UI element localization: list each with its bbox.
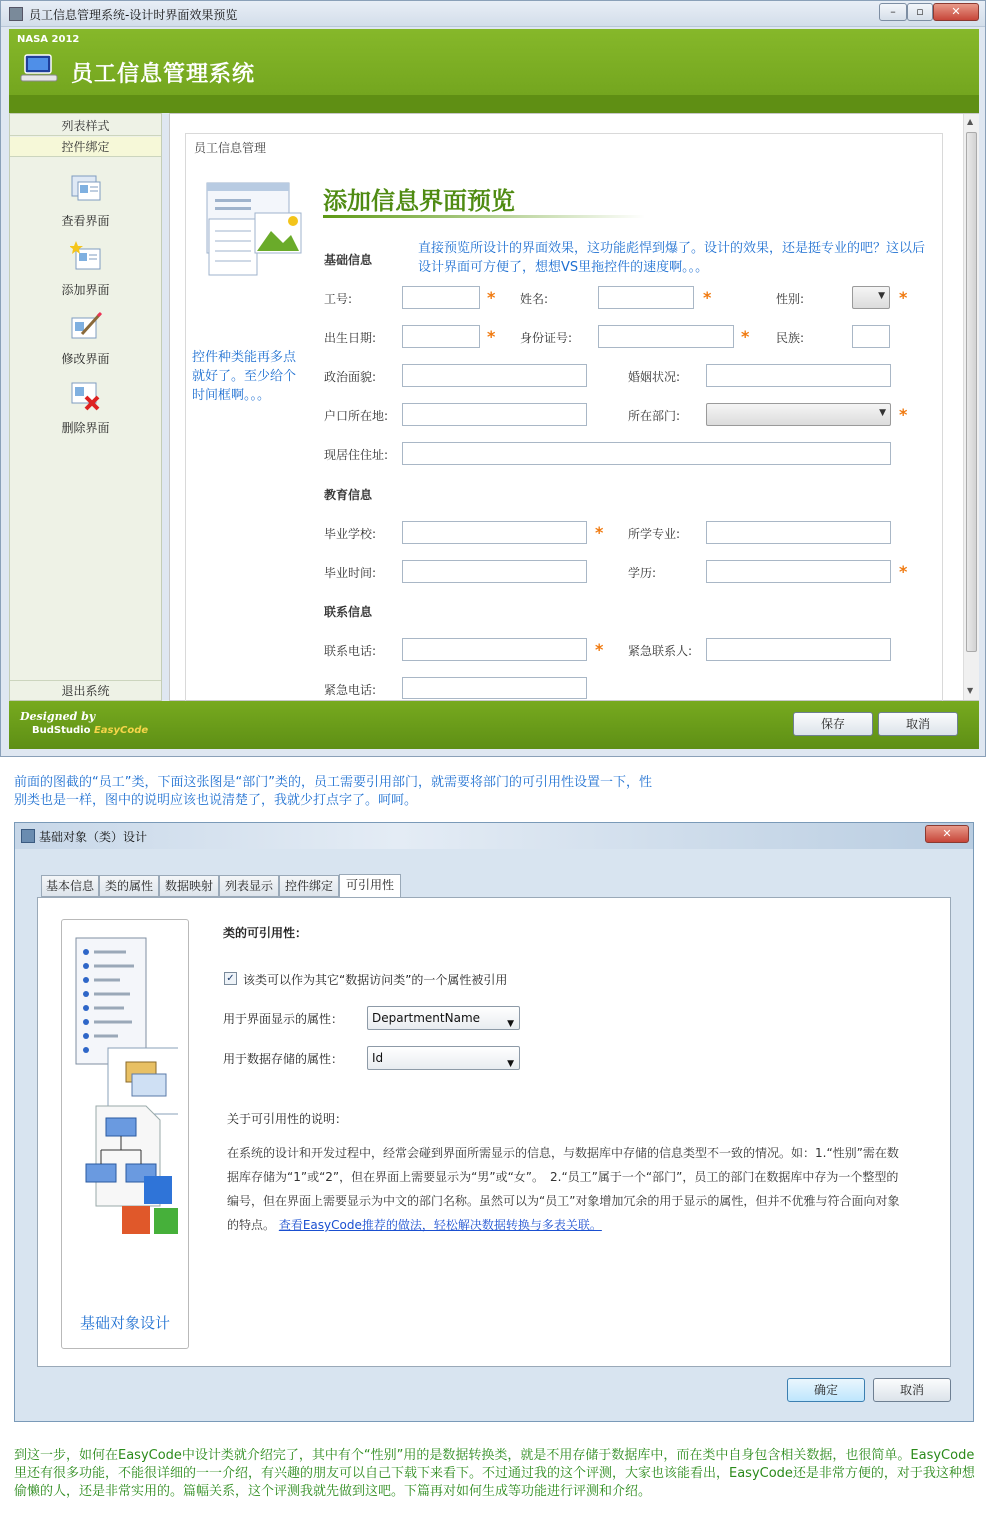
input-emergency-phone[interactable]	[402, 677, 587, 699]
required-mark: *	[487, 327, 496, 346]
tab-control-binding[interactable]: 控件绑定	[279, 875, 339, 897]
ok-button[interactable]: 确定	[787, 1378, 865, 1402]
label-emergency-phone: 紧急电话:	[324, 683, 377, 697]
footer-bar	[9, 701, 979, 749]
easycode-text: EasyCode	[93, 725, 149, 736]
chevron-down-icon: ▼	[879, 408, 886, 418]
edit-page-icon	[70, 310, 102, 342]
input-political[interactable]	[402, 364, 587, 387]
input-grad-time[interactable]	[402, 560, 587, 583]
employee-preview-window	[0, 0, 986, 757]
label-hukou: 户口所在地:	[324, 409, 389, 423]
about-text-block	[227, 1141, 903, 1237]
form-illustration-icon	[205, 181, 305, 277]
title-bar	[15, 823, 973, 849]
dialog-icon	[21, 829, 35, 843]
input-birthdate[interactable]	[402, 325, 480, 348]
label-name: 姓名:	[520, 292, 549, 306]
required-mark: *	[595, 640, 604, 659]
label-id-no: 身份证号:	[520, 331, 573, 345]
storage-prop-select[interactable]	[367, 1046, 520, 1070]
input-hukou[interactable]	[402, 403, 587, 426]
nav-item-edit[interactable]	[10, 310, 161, 376]
nav-item-label: 添加界面	[61, 283, 110, 297]
nav-exit[interactable]: 退出系统	[10, 680, 161, 700]
chevron-down-icon: ▼	[878, 291, 885, 301]
input-emergency-contact[interactable]	[706, 638, 891, 661]
add-page-icon	[70, 241, 102, 273]
nav-item-label: 查看界面	[61, 214, 110, 228]
designed-by: Designed by	[20, 710, 96, 723]
maximize-button[interactable]: ▫	[907, 3, 933, 21]
display-prop-select[interactable]	[367, 1006, 520, 1030]
storage-prop-value: Id	[372, 1051, 384, 1065]
delete-page-icon	[70, 379, 102, 411]
window-title: 员工信息管理系统-设计时界面效果预览	[29, 8, 238, 22]
label-degree: 学历:	[628, 566, 657, 580]
input-phone[interactable]	[402, 638, 587, 661]
section-education: 教育信息	[324, 488, 373, 502]
required-mark: *	[487, 288, 496, 307]
label-marital: 婚姻状况:	[628, 370, 681, 384]
nav-item-add[interactable]	[10, 241, 161, 307]
display-prop-value: DepartmentName	[372, 1011, 481, 1025]
computer-icon	[19, 53, 59, 85]
nav-item-delete[interactable]	[10, 379, 161, 445]
input-job-no[interactable]	[402, 286, 480, 309]
label-department: 所在部门:	[628, 409, 681, 423]
scroll-down-icon[interactable]: ▼	[967, 686, 974, 695]
label-emergency-contact: 紧急联系人:	[628, 644, 693, 658]
tab-data-mapping[interactable]: 数据映射	[159, 875, 219, 897]
tab-basic-info[interactable]: 基本信息	[41, 875, 99, 897]
view-page-icon	[70, 172, 102, 204]
input-marital[interactable]	[706, 364, 891, 387]
nav-header-control-binding[interactable]: 控件绑定	[10, 137, 161, 157]
display-prop-label: 用于界面显示的属性：	[223, 1012, 344, 1026]
close-button[interactable]: ✕	[925, 825, 969, 843]
tab-list-display[interactable]: 列表显示	[219, 875, 279, 897]
chevron-down-icon: ▼	[507, 1059, 514, 1069]
label-phone: 联系电话:	[324, 644, 377, 658]
input-degree[interactable]	[706, 560, 891, 583]
card-label: 基础对象设计	[79, 1314, 170, 1332]
groupbox-title: 员工信息管理	[194, 141, 267, 155]
section-basic: 基础信息	[324, 253, 373, 267]
label-school: 毕业学校:	[324, 527, 377, 541]
close-button[interactable]: ✕	[933, 3, 979, 21]
storage-prop-label: 用于数据存储的属性：	[223, 1052, 344, 1066]
caption-1: 前面的图截的“员工”类，下面这张图是“部门”类的，员工需要引用部门，就需要将部门的可引用性设置一下，性别类也是一样，图中的说明应该也说清楚了，我就少打点字了。呵呵。	[14, 775, 652, 808]
class-design-dialog	[14, 822, 974, 1422]
required-mark: *	[703, 288, 712, 307]
app-window-icon	[9, 7, 23, 21]
about-text: 在系统的设计和开发过程中，经常会碰到界面所需显示的信息，与数据库中存储的信息类型不一致的情况。如：1.“性别”需在数据库存储为“1”或“2”，但在界面上需要显示为“男”或“女”。 2.“员工”属于一个“部门”，员工的部门在数据库中存为一个整型的编号，但在界面上需要显示为中文的部门名称。虽然可以为“员工”对象增加冗余的用于显示的属性，但并不优雅与符合面向对象的特点。	[227, 1146, 900, 1232]
bud-text: BudStudio	[32, 725, 91, 736]
required-mark: *	[741, 327, 750, 346]
label-grad-time: 毕业时间:	[324, 566, 377, 580]
left-nav	[9, 113, 162, 701]
dialog-title: 基础对象（类）设计	[39, 830, 148, 844]
label-birthdate: 出生日期:	[324, 331, 377, 345]
nav-item-view[interactable]	[10, 172, 161, 238]
top-annotation: 直接预览所设计的界面效果，这功能彪悍到爆了。设计的效果，还是挺专业的吧？这以后设计界面可方便了，想想VS里拖控件的速度啊。。。	[418, 241, 926, 275]
cancel-button[interactable]: 取消	[878, 712, 958, 736]
label-major: 所学专业:	[628, 527, 681, 541]
tab-referability[interactable]: 可引用性	[339, 874, 401, 898]
about-link[interactable]: 查看EasyCode推荐的做法，轻松解决数据转换与多表关联。	[278, 1218, 602, 1232]
chevron-down-icon: ▼	[507, 1019, 514, 1029]
input-major[interactable]	[706, 521, 891, 544]
select-department[interactable]	[706, 403, 891, 426]
required-mark: *	[899, 288, 908, 307]
cancel-button[interactable]: 取消	[873, 1378, 951, 1402]
illustration-card	[61, 919, 189, 1349]
about-heading: 关于可引用性的说明：	[227, 1112, 348, 1126]
referability-heading: 类的可引用性：	[223, 926, 308, 940]
app-title: 员工信息管理系统	[71, 62, 256, 87]
input-ethnicity[interactable]	[852, 325, 890, 348]
input-address[interactable]	[402, 442, 891, 465]
minimize-button[interactable]: –	[879, 3, 907, 21]
scroll-up-icon[interactable]: ▲	[967, 117, 974, 126]
vertical-scrollbar[interactable]	[963, 114, 979, 700]
referable-checkbox[interactable]: ✓	[224, 972, 237, 985]
title-bar	[1, 1, 985, 27]
brand-badge: NASA 2012	[17, 34, 80, 45]
nav-item-label: 删除界面	[61, 421, 110, 435]
tab-class-properties[interactable]: 类的属性	[99, 875, 159, 897]
input-name[interactable]	[598, 286, 694, 309]
form-title-underline	[323, 215, 645, 218]
brand-strip	[9, 95, 979, 113]
input-id-no[interactable]	[598, 325, 734, 348]
select-gender[interactable]	[852, 286, 890, 309]
label-ethnicity: 民族:	[776, 331, 805, 345]
required-mark: *	[595, 523, 604, 542]
form-title: 添加信息界面预览	[323, 187, 515, 215]
save-button[interactable]: 保存	[793, 712, 873, 736]
scroll-thumb[interactable]	[966, 132, 977, 652]
label-job-no: 工号:	[324, 292, 353, 306]
required-mark: *	[899, 562, 908, 581]
nav-item-label: 修改界面	[61, 352, 110, 366]
required-mark: *	[899, 405, 908, 424]
input-school[interactable]	[402, 521, 587, 544]
side-annotation: 控件种类能再多点就好了。至少给个时间框啊。。。	[192, 350, 297, 403]
caption-2: 到这一步，如何在EasyCode中设计类就介绍完了，其中有个“性别”用的是数据转换类，就是不用存储于数据库中，而在类中自身包含相关数据，也很简单。EasyCode里还有很多功能，不能很详细的一一介绍，有兴趣的朋友可以自己下载下来看下。不过通过我的这个评测，大家也该能看出，EasyCode还是非常方便的，对于我这种想偷懒的人，还是非常实用的。篇幅关系，这个评测我就先做到这吧。下篇再对如何生成等功能进行评测和介绍。	[14, 1448, 975, 1499]
label-political: 政治面貌:	[324, 370, 377, 384]
label-gender: 性别:	[776, 292, 805, 306]
budstudio-logo	[32, 725, 148, 736]
nav-header-list-style[interactable]: 列表样式	[10, 116, 161, 136]
section-contact: 联系信息	[324, 605, 373, 619]
class-design-illustration-icon	[74, 936, 178, 1266]
label-address: 现居住住址:	[324, 448, 389, 462]
referable-checkbox-label: 该类可以作为其它“数据访问类”的一个属性被引用	[243, 973, 508, 987]
